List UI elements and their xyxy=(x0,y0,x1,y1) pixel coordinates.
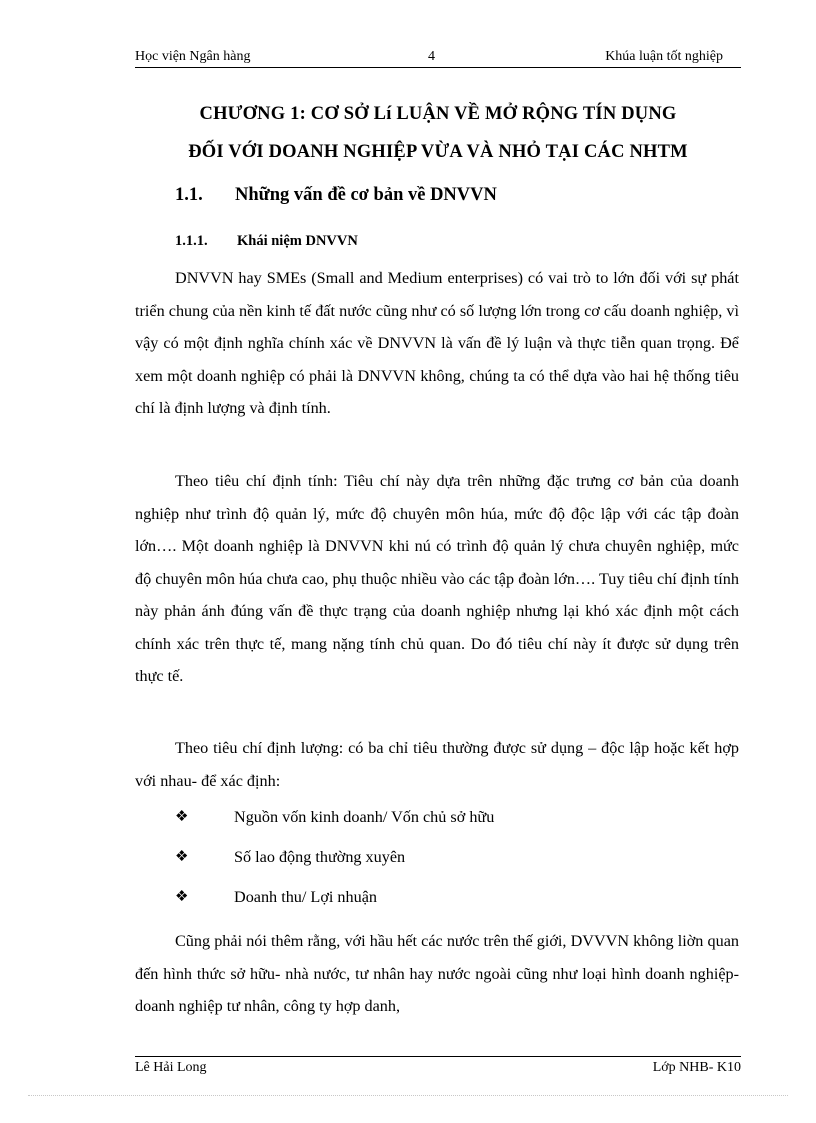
header-page-number: 4 xyxy=(428,49,435,64)
diamond-bullet-icon: ❖ xyxy=(175,809,189,825)
paragraph-qualitative-criteria: Theo tiêu chí định tính: Tiêu chí này dựa trên những đặc trưng cơ bản của doanh nghiệp như trình độ quản lý, mức độ chuyên môn húa, mức độ độc lập với các tập đoàn lớn…. Một doanh nghiệp là DNVVN khi nú có trình độ quản lý chưa chuyên nghiệp, mức độ chuyên môn húa chưa cao, phụ thuộc nhiều vào các tập đoàn lớn…. Tuy tiêu chí định tính này phản ánh đúng vấn đề thực trạng của doanh nghiệp nhưng lại khó xác định một cách chính xác trên thực tế, mang nặng tính chủ quan. Do đó tiêu chí này ít được sử dụng trên thực tế. xyxy=(135,472,739,685)
header-document-type: Khúa luận tốt nghiệp xyxy=(605,49,723,64)
section-number: 1.1. xyxy=(175,185,203,205)
paragraph-definition: DNVVN hay SMEs (Small and Medium enterprises) có vai trò to lớn đối với sự phát triển chung của nền kinh tế đất nước cũng như có số lượng lớn trong cơ cấu doanh nghiệp, vì vậy có một định nghĩa chính xác về DNVVN là vấn đề lý luận và thực tiễn quan trọng. Để xem một doanh nghiệp có phải là DNVVN không, chúng ta có thể dựa vào hai hệ thống tiêu chí là định lượng và định tính. xyxy=(135,269,739,417)
footer-class: Lớp NHB- K10 xyxy=(652,1060,741,1075)
diamond-bullet-icon: ❖ xyxy=(175,889,189,905)
subsection-number: 1.1.1. xyxy=(175,233,208,249)
paragraph-ownership-note: Cũng phải nói thêm rằng, với hầu hết các nước trên thế giới, DVVVN không liờn quan đến hình thức sở hữu- nhà nước, tư nhân hay nước ngoài cũng như loại hình doanh nghiệp- doanh nghiệp tư nhân, công ty hợp danh, xyxy=(135,932,739,1015)
page-header xyxy=(135,49,741,68)
paragraph-quantitative-criteria: Theo tiêu chí định lượng: có ba chỉ tiêu thường được sử dụng – độc lập hoặc kết hợp với nhau- để xác định: xyxy=(135,739,739,790)
chapter-title-line-1: CHƯƠNG 1: CƠ SỞ Lí LUẬN VỀ MỞ RỘNG TÍN DỤNG xyxy=(199,104,677,124)
chapter-title-line-2: ĐỐI VỚI DOANH NGHIỆP VỪA VÀ NHỎ TẠI CÁC NHTM xyxy=(188,142,688,162)
diamond-bullet-icon: ❖ xyxy=(175,849,189,865)
page-bottom-divider xyxy=(28,1095,788,1096)
footer-author: Lê Hải Long xyxy=(135,1060,207,1075)
subsection-title: Khái niệm DNVVN xyxy=(237,233,358,249)
bullet-text: Doanh thu/ Lợi nhuận xyxy=(234,888,377,906)
page-footer xyxy=(135,1056,741,1077)
header-institution: Học viện Ngân hàng xyxy=(135,49,251,64)
bullet-text: Nguồn vốn kinh doanh/ Vốn chủ sở hữu xyxy=(234,808,495,826)
bullet-text: Số lao động thường xuyên xyxy=(234,848,406,866)
section-title: Những vấn đề cơ bản về DNVVN xyxy=(235,185,497,205)
